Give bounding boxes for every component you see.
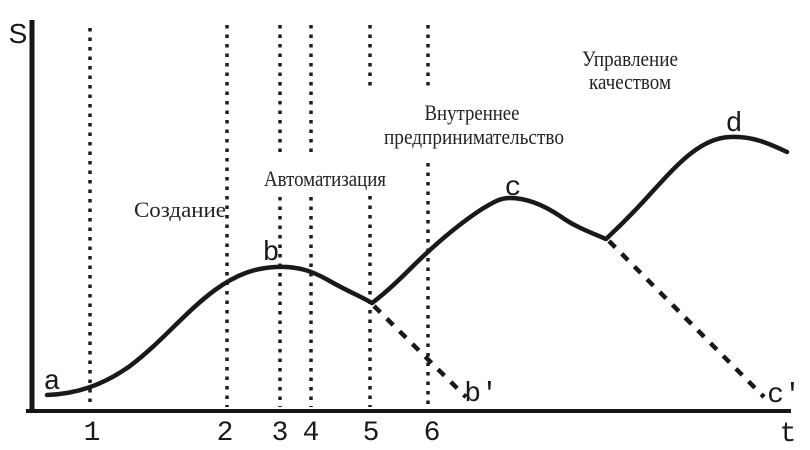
point-label-d: d (725, 109, 743, 140)
phase-label-intrapreneurship-line2: предпринимательство (384, 124, 564, 149)
point-label-a: a (43, 367, 61, 398)
tick-label-6: 6 (423, 418, 441, 449)
tick-label-5: 5 (362, 418, 380, 449)
tick-label-1: 1 (83, 418, 101, 449)
phase-label-intrapreneurship-line1: Внутреннее (424, 100, 520, 125)
lifecycle-curve-1 (47, 267, 372, 395)
phase-label-automation: Автоматизация (264, 166, 386, 191)
decline-branch-b (374, 306, 466, 397)
lifecycle-curve-2 (372, 137, 787, 303)
phase-label-quality-line2: качеством (589, 69, 672, 94)
phase-label-creation: Создание (134, 197, 226, 222)
y-axis-label: S (8, 18, 28, 49)
point-label-c-prime: c' (767, 380, 801, 411)
x-axis-label: t (779, 419, 797, 450)
phase-label-quality-line1: Управление (582, 46, 678, 71)
tick-label-3: 3 (271, 418, 289, 449)
point-label-c: c (504, 173, 522, 204)
point-label-b-prime: b' (464, 379, 498, 410)
tick-label-4: 4 (302, 418, 320, 449)
tick-label-2: 2 (216, 418, 234, 449)
point-label-b: b (262, 238, 280, 269)
decline-branch-c (609, 241, 764, 397)
